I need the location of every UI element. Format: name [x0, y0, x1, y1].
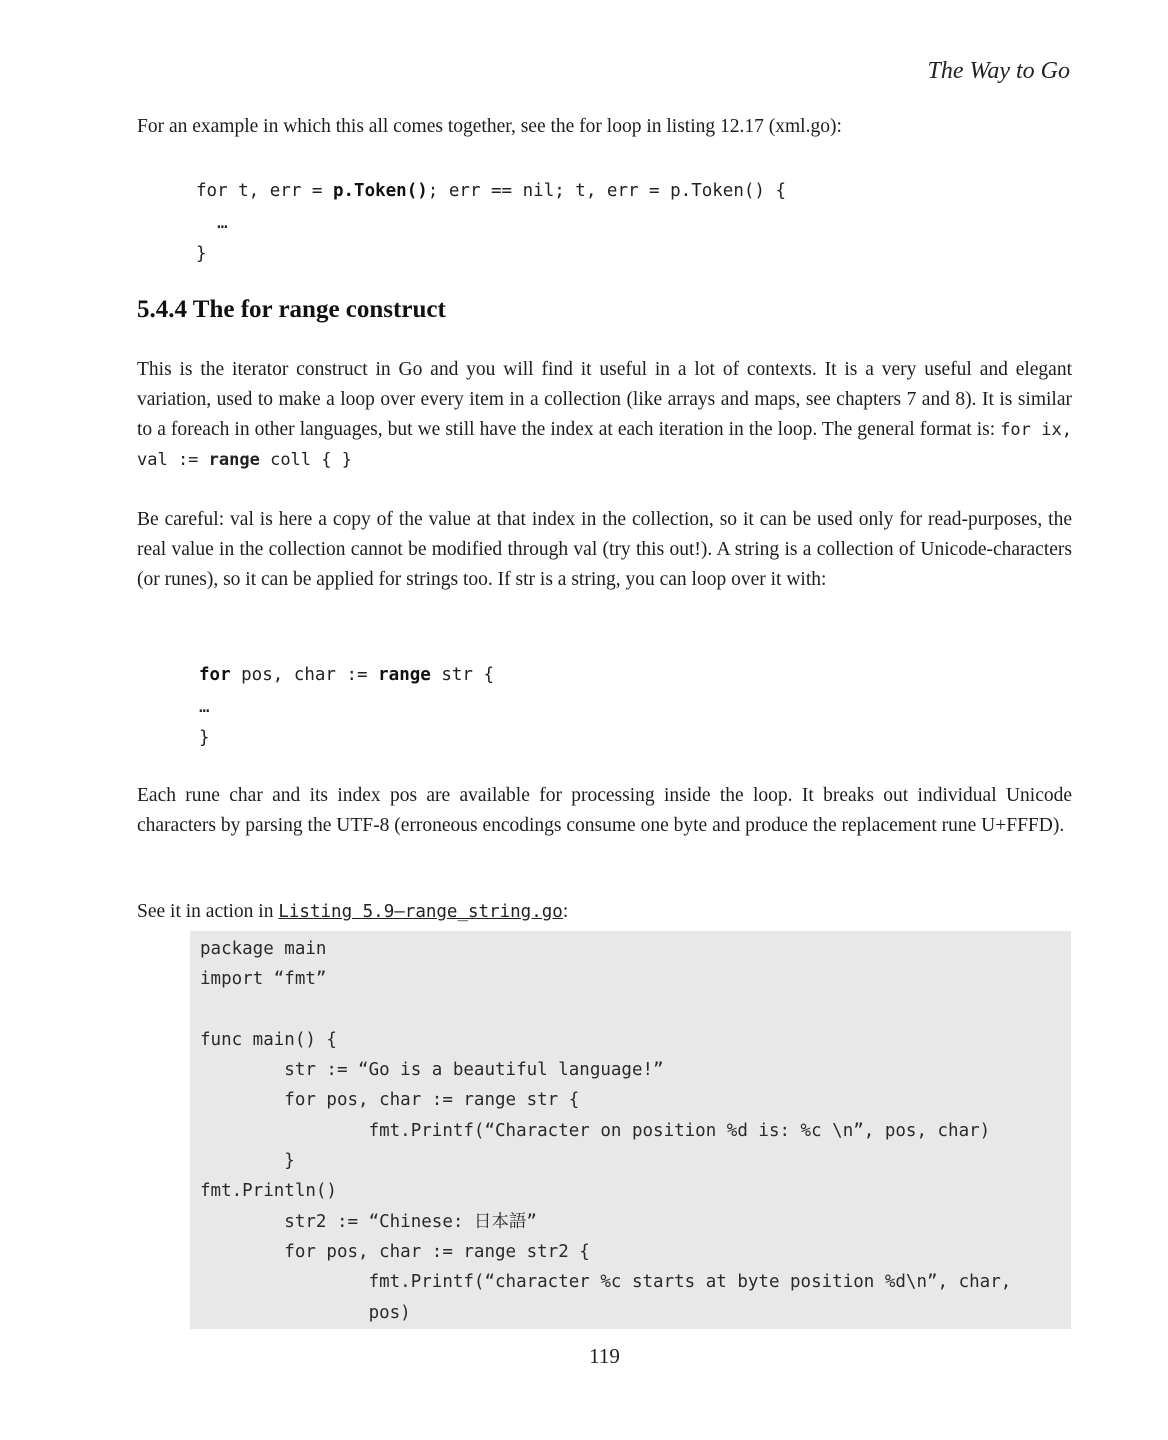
page-number: 119	[589, 1344, 620, 1368]
listing-link[interactable]: Listing 5.9—range_string.go	[278, 902, 563, 922]
code-segment-bold: for	[199, 665, 231, 685]
code-segment-bold: range	[208, 450, 260, 470]
code-segment: for ix, val :=	[137, 420, 1072, 470]
paragraph-text: This is the iterator construct in Go and you will find it useful in a lot of contexts. It is a very useful and elegant variation, used to make a loop over every item in a collection (like arrays and maps, see chapters 7 and 8). It is similar to a foreach in other languages, but we still have the index at each iteration in the loop. The general format is:	[137, 359, 1072, 440]
code-snippet-for-range	[199, 660, 494, 755]
code-line: package main	[200, 939, 327, 959]
listing-ref-text: See it in action in	[137, 901, 279, 922]
code-line: for pos, char := range str2 {	[200, 1241, 590, 1262]
code-segment: str {	[430, 665, 495, 685]
code-segment-bold: p.Token()	[332, 181, 428, 201]
code-line	[200, 995, 1071, 1025]
code-snippet-token-loop	[196, 176, 786, 271]
paragraph-rune-processing: Each rune char and its index pos are available for processing inside the loop. It breaks out individual Unicode characters by parsing the UTF-8 (erroneous encodings consume one byte and produce the replacement rune U+FFFD).	[137, 785, 1072, 836]
code-segment: ; err == nil; t, err = p.Token() {	[427, 181, 787, 201]
listing-ref-colon: :	[562, 901, 569, 922]
code-line: for pos, char := range str {	[200, 1090, 580, 1111]
listing-code-block	[190, 931, 1071, 1329]
listing-reference-line	[137, 898, 568, 926]
code-line: }	[196, 244, 207, 264]
code-line: fmt.Printf(“character %c starts at byte position %d\n”, char,	[200, 1272, 1012, 1293]
code-line: str2 := “Chinese: 日本語”	[200, 1211, 537, 1232]
code-line: …	[196, 212, 228, 233]
code-line	[196, 176, 786, 208]
code-segment: coll { }	[259, 450, 352, 470]
code-line: import “fmt”	[200, 969, 327, 990]
code-segment: pos, char :=	[230, 665, 379, 685]
code-segment-bold: range	[378, 665, 431, 685]
code-line: }	[199, 728, 210, 748]
code-line	[199, 660, 494, 692]
code-line: func main() {	[200, 1029, 337, 1050]
code-segment: for t, err =	[196, 181, 333, 201]
code-line: }	[200, 1151, 295, 1172]
code-line: fmt.Printf(“Character on position %d is: %c \n”, pos, char)	[200, 1120, 991, 1141]
page-header-title: The Way to Go	[927, 58, 1070, 84]
paragraph-for-range-intro	[137, 355, 1072, 475]
code-line: …	[199, 696, 210, 717]
code-line: fmt.Println()	[200, 1181, 337, 1202]
paragraph-val-copy-warning: Be careful: val is here a copy of the value at that index in the collection, so it can be used only for read-purposes, the real value in the collection cannot be modified through val (try this out!). A string is a collection of Unicode-characters (or runes), so it can be applied for strings too. If str is a string, you can loop over it with:	[137, 509, 1072, 590]
code-line: str := “Go is a beautiful language!”	[200, 1060, 664, 1081]
section-heading: 5.4.4 The for range construct	[137, 296, 446, 323]
code-line: pos)	[200, 1302, 411, 1323]
intro-paragraph: For an example in which this all comes together, see the for loop in listing 12.17 (xml.go):	[137, 116, 842, 137]
